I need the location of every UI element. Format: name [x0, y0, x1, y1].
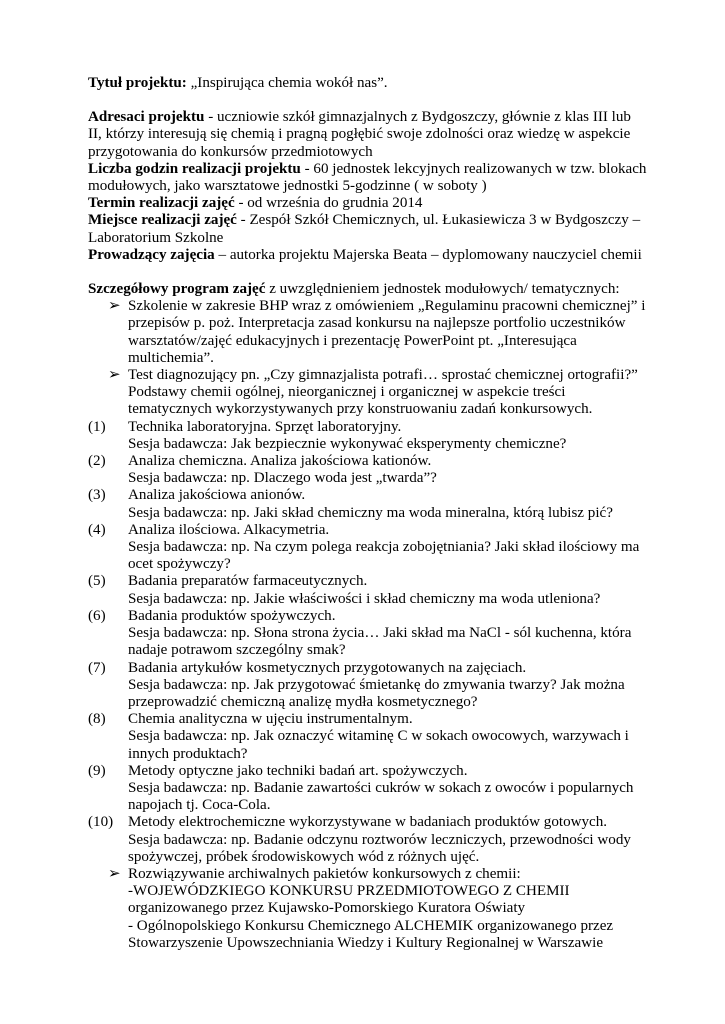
- project-hours-label: Liczba godzin realizacji projektu: [88, 160, 301, 177]
- item-session: Sesja badawcza: np. Badanie odczynu roztworów leczniczych, przewodności wody spożywczej, próbek środowiskowych wód z różnych ujęć.: [128, 831, 631, 865]
- item-number: (9): [88, 762, 106, 779]
- item-number: (6): [88, 607, 106, 624]
- program-bullet-bhp: [88, 298, 648, 367]
- list-item: [88, 814, 648, 866]
- project-title-value: „Inspirująca chemia wokół nas”.: [186, 75, 388, 91]
- project-hours-value: - 60 jednostek lekcyjnych realizowanych w tzw. blokach modułowych, jako warsztatowe jednostki 5-godzinne ( w soboty ): [88, 160, 647, 195]
- item-session: Sesja badawcza: np. Badanie zawartości cukrów w sokach z owoców i popularnych napojach tj. Coca-Cola.: [128, 779, 634, 814]
- project-audience-value: - uczniowie szkół gimnazjalnych z Bydgoszczy, głównie z klas III lub II, którzy interesują się chemią i pragną pogłębić swoje zdolności oraz wiedzę w aspekcie przygotowania do konkursów przedmiotowych: [88, 109, 631, 160]
- document-body: [88, 75, 648, 952]
- project-title-label: Tytuł projektu:: [88, 75, 187, 91]
- item-session: Sesja badawcza: np. Jaki skład chemiczny ma woda mineralna, którą lubisz pić?: [128, 504, 613, 521]
- spacer: [88, 92, 648, 109]
- item-title: Analiza jakościowa anionów.: [128, 487, 306, 504]
- list-item: [88, 453, 648, 487]
- item-title: Metody optyczne jako techniki badań art. spożywczych.: [128, 762, 468, 779]
- bullet-text: Rozwiązywanie archiwalnych pakietów konkursowych z chemii:: [128, 865, 521, 882]
- arrow-bullet-icon: ➢: [108, 865, 121, 882]
- program-heading: [88, 281, 648, 298]
- project-audience: [88, 109, 648, 161]
- program-bullet-test: [88, 367, 648, 419]
- item-number: (2): [88, 453, 106, 470]
- list-item: [88, 522, 648, 574]
- bullet-subline: -WOJEWÓDZKIEGO KONKURSU PRZEDMIOTOWEGO Z CHEMII organizowanego przez Kujawsko-Pomorskiego Kuratora Oświaty: [128, 883, 570, 917]
- list-item: [88, 711, 648, 763]
- list-item: [88, 763, 648, 815]
- project-place-value: - Zespół Szkół Chemicznych, ul. Łukasiewicza 3 w Bydgoszczy – Laboratorium Szkolne: [88, 212, 641, 246]
- item-session: Sesja badawcza: np. Jakie właściwości i skład chemiczny ma woda utleniona?: [128, 590, 601, 607]
- project-term-value: - od września do grudnia 2014: [234, 195, 423, 212]
- list-item: [88, 573, 648, 607]
- list-item: [88, 660, 648, 712]
- item-session: Sesja badawcza: np. Jak oznaczyć witaminę C w sokach owocowych, warzywach i innych produktach?: [128, 728, 629, 762]
- project-hours: [88, 161, 648, 195]
- project-title: [88, 75, 648, 92]
- item-number: (5): [88, 573, 106, 590]
- project-leader-value: – autorka projektu Majerska Beata – dyplomowany nauczyciel chemii: [214, 246, 642, 263]
- item-number: (8): [88, 711, 106, 728]
- project-term-label: Termin realizacji zajęć: [88, 195, 235, 212]
- item-title: Badania preparatów farmaceutycznych.: [128, 573, 368, 590]
- project-term: [88, 195, 648, 212]
- item-title: Chemia analityczna w ujęciu instrumentalnym.: [128, 711, 413, 728]
- bullet-text: Szkolenie w zakresie BHP wraz z omówieniem „Regulaminu pracowni chemicznej” i przepisów p. poż. Interpretacja zasad konkursu na najlepsze portfolio uczestników warsztatów/zajęć edukacyjnych i prezentację PowerPoint pt. „Interesująca multichemia”.: [128, 298, 646, 366]
- project-audience-label: Adresaci projektu: [88, 109, 205, 126]
- program-heading-label: Szczegółowy program zajęć: [88, 281, 266, 298]
- item-title: Analiza chemiczna. Analiza jakościowa kationów.: [128, 453, 432, 470]
- program-heading-value: z uwzględnieniem jednostek modułowych/ tematycznych:: [265, 281, 620, 298]
- project-place: [88, 212, 648, 246]
- bullet-text: Test diagnozujący pn. „Czy gimnazjalista potrafi… sprostać chemicznej ortografii?” Podstawy chemii ogólnej, nieorganicznej i organicznej w aspekcie treści tematycznych wykorzystywanych przy konstruowaniu zadań konkursowych.: [128, 367, 638, 418]
- item-title: Technika laboratoryjna. Sprzęt laboratoryjny.: [128, 418, 402, 435]
- item-number: (1): [88, 418, 106, 435]
- item-session: Sesja badawcza: Jak bezpiecznie wykonywać eksperymenty chemiczne?: [128, 435, 567, 452]
- project-leader: [88, 247, 648, 264]
- item-number: (7): [88, 659, 106, 676]
- item-number: (4): [88, 521, 106, 538]
- program-bullet-archives: [88, 866, 648, 952]
- project-place-label: Miejsce realizacji zajęć: [88, 212, 237, 229]
- arrow-bullet-icon: ➢: [108, 367, 121, 384]
- list-item: [88, 487, 648, 521]
- list-item: [88, 419, 648, 453]
- item-title: Metody elektrochemiczne wykorzystywane w badaniach produktów gotowych.: [128, 814, 608, 831]
- item-session: Sesja badawcza: np. Słona strona życia… Jaki skład ma NaCl - sól kuchenna, która nadaje potrawom szczególny smak?: [128, 625, 632, 659]
- project-leader-label: Prowadzący zajęcia: [88, 246, 215, 263]
- bullet-subline: - Ogólnopolskiego Konkursu Chemicznego ALCHEMIK organizowanego przez Stowarzyszenie Upowszechniania Wiedzy i Kultury Regionalnej w Warszawie: [128, 917, 614, 951]
- item-session: Sesja badawcza: np. Dlaczego woda jest „twarda”?: [128, 470, 437, 487]
- item-number: (10): [88, 814, 114, 831]
- item-session: Sesja badawcza: np. Na czym polega reakcja zobojętniania? Jaki skład ilościowy ma ocet spożywczy?: [128, 539, 640, 573]
- item-title: Badania produktów spożywczych.: [128, 607, 336, 624]
- list-item: [88, 608, 648, 660]
- item-title: Analiza ilościowa. Alkacymetria.: [128, 521, 330, 538]
- spacer: [88, 264, 648, 281]
- item-title: Badania artykułów kosmetycznych przygotowanych na zajęciach.: [128, 659, 527, 676]
- item-session: Sesja badawcza: np. Jak przygotować śmietankę do zmywania twarzy? Jak można przeprowadzić chemiczną analizę mydła kosmetycznego?: [128, 676, 625, 710]
- arrow-bullet-icon: ➢: [108, 298, 121, 315]
- item-number: (3): [88, 487, 106, 504]
